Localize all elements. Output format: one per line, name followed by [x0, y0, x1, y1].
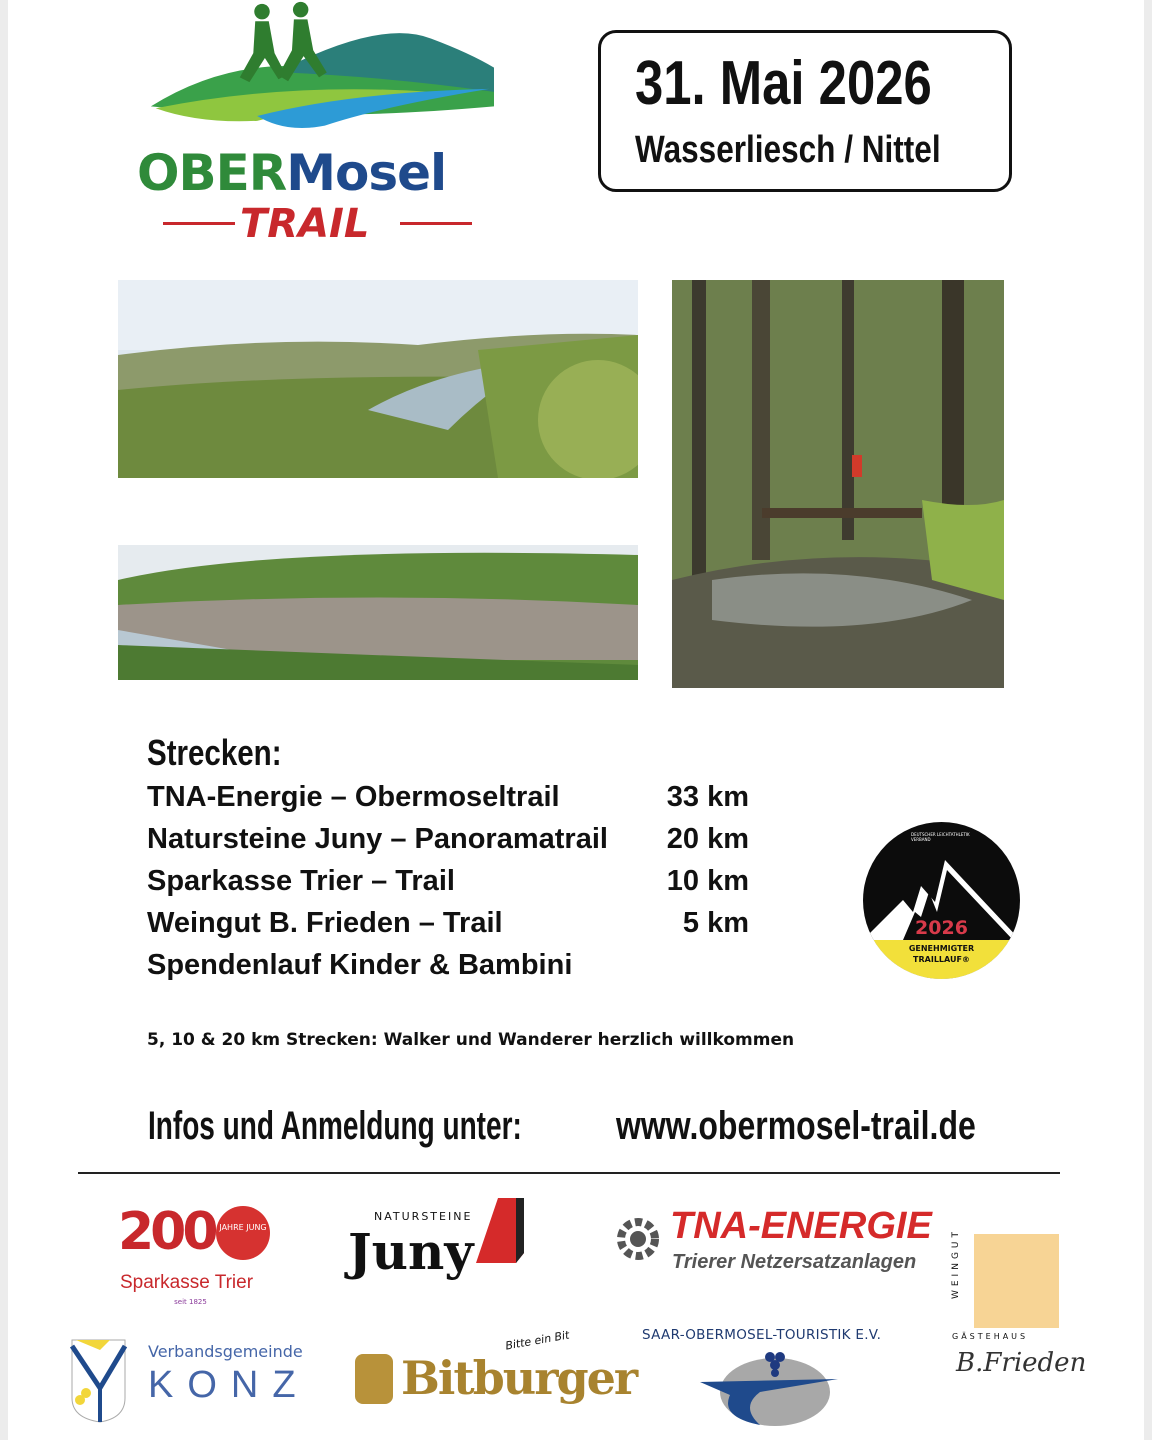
konz-name: KONZ [148, 1364, 310, 1406]
page-edge-left [0, 0, 8, 1440]
sponsor-saar-obermosel [640, 1325, 910, 1430]
juny-stone-icon [476, 1198, 526, 1263]
sparkasse-name: Sparkasse Trier [120, 1272, 254, 1293]
logo-trail: TRAIL [240, 201, 370, 247]
bitburger-slogan: Bitte ein Bit [504, 1328, 571, 1353]
frieden-emblem [974, 1234, 1059, 1328]
sponsor-tna-energie [614, 1205, 932, 1280]
sponsor-weingut-frieden [950, 1228, 1087, 1398]
sparkasse-since: seit 1825 [174, 1298, 207, 1306]
event-date-box [598, 30, 1012, 192]
saar-name: SAAR-OBERMOSEL-TOURISTIK E.V. [642, 1327, 882, 1343]
logo-line-right [400, 222, 472, 225]
route-name: Weingut B. Frieden – Trail [147, 907, 503, 939]
route-distance: 33 km [666, 781, 749, 813]
route-name: TNA-Energie – Obermoseltrail [147, 781, 560, 813]
konz-top: Verbandsgemeinde [148, 1342, 303, 1361]
route-distance: 10 km [666, 865, 749, 897]
info-label: Infos und Anmeldung unter: [148, 1104, 522, 1148]
badge-line1: GENEHMIGTER [908, 944, 975, 953]
route-name: Natursteine Juny – Panoramatrail [147, 823, 608, 855]
dlv-trail-badge [863, 822, 1020, 979]
bitburger-emblem [355, 1354, 393, 1404]
tna-name: TNA-ENERGIE [670, 1205, 932, 1247]
juny-name: Juny [348, 1222, 474, 1281]
photo-village-river [118, 545, 638, 680]
sparkasse-200: 200 [118, 1202, 215, 1262]
sponsor-konz [70, 1338, 310, 1423]
route-row [147, 779, 749, 821]
frieden-sub: GÄSTEHAUS [952, 1332, 1029, 1341]
runners-landscape-icon [135, 0, 505, 145]
route-distance: 5 km [682, 907, 749, 939]
logo-wordmark [137, 144, 447, 202]
route-row [147, 905, 749, 947]
logo-ober: OBER [137, 144, 287, 202]
routes-note: 5, 10 & 20 km Strecken: Walker und Wanderer herzlich willkommen [147, 1030, 795, 1050]
photo-forest-trail-runner [672, 280, 1004, 688]
event-date: 31. Mai 2026 [635, 49, 932, 118]
route-row [147, 863, 749, 905]
gear-icon [614, 1211, 662, 1267]
route-row [147, 821, 749, 863]
obermosel-trail-logo [135, 0, 505, 250]
badge-line2: TRAILLAUF® [913, 955, 970, 964]
route-name: Sparkasse Trier – Trail [147, 865, 455, 897]
page-edge-right [1144, 0, 1152, 1440]
konz-crest-icon [70, 1338, 128, 1423]
logo-line-left [163, 222, 235, 225]
sponsor-juny [348, 1196, 528, 1296]
route-name: Spendenlauf Kinder & Bambini [147, 949, 573, 981]
photo-moselle-valley [118, 280, 638, 478]
info-url-link[interactable]: www.obermosel-trail.de [616, 1104, 976, 1148]
badge-year: 2026 [915, 917, 968, 939]
route-distance: 20 km [666, 823, 749, 855]
sparkasse-badge: JAHRE JUNG [216, 1206, 270, 1260]
frieden-vertical: WEINGUT [951, 1228, 961, 1300]
sponsor-sparkasse [118, 1200, 278, 1310]
bitburger-name: Bitburger [401, 1351, 637, 1405]
badge-org: DEUTSCHER LEICHTATHLETIK VERBAND [911, 832, 970, 842]
sponsor-bitburger [355, 1328, 637, 1420]
juny-top: NATURSTEINE [374, 1210, 473, 1223]
divider [78, 1172, 1060, 1174]
logo-mosel: Mosel [286, 144, 447, 202]
routes-heading: Strecken: [147, 732, 282, 773]
event-location: Wasserliesch / Nittel [635, 129, 941, 171]
route-row [147, 947, 749, 989]
grape-river-icon [700, 1347, 840, 1427]
frieden-signature: B.Frieden [956, 1348, 1087, 1378]
tna-sub: Trierer Netzersatzanlagen [672, 1251, 917, 1273]
